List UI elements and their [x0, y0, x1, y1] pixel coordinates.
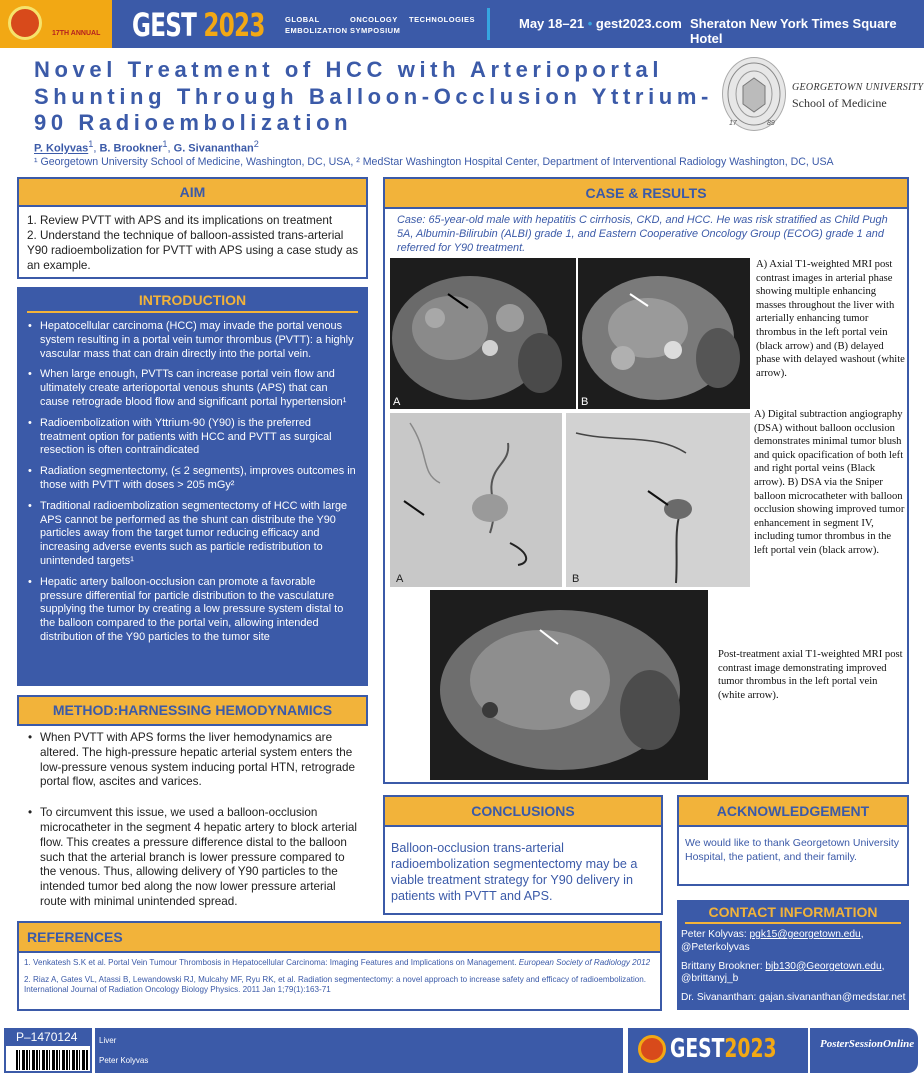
author-sup: 1	[162, 139, 168, 149]
author-name: G. Sivananthan	[173, 142, 254, 155]
contact-handle: , @brittanyj_b	[681, 960, 885, 985]
figure-caption: A) Digital subtraction angiography (DSA) without balloon occlusion demonstrates minimal tumor blush and quick opacification of both left and right portal veins (Black arrow). B) DSA via the Sniper balloon microcatheter with balloon occlusion showing improved tumor enhancement in segment IV, including tumor thrombus in the left portal vein (black arrow).	[754, 409, 905, 556]
dsa-balloon-scan	[566, 413, 750, 587]
method-heading: METHOD:HARNESSING HEMODYNAMICS	[17, 695, 368, 726]
reference-journal: European Society of Radiology 2012	[518, 958, 651, 967]
list-item: • When large enough, PVTTs can increase portal vein flow and ultimately create arterioportal venous shunts (APS) that can cause retrograde blood flow and significant portal hypertension¹	[40, 368, 359, 409]
poster-id: P–1470124	[4, 1028, 92, 1046]
figure-label: A	[393, 396, 401, 408]
author-list: P. Kolyvas$^1$, B. Brookner$^1$, G. Sivananthan$^2$	[34, 139, 259, 155]
list-item: • Radioembolization with Yttrium-90 (Y90) is the preferred treatment option for patients with HCC and PVTT as surgical resection is often contraindicated	[40, 417, 359, 458]
conclusions-heading: CONCLUSIONS	[383, 795, 663, 827]
introduction-list	[24, 320, 359, 652]
aim-body	[27, 213, 362, 273]
header-divider	[487, 8, 490, 40]
footer-gest-wordmark	[670, 1034, 777, 1064]
mri-arterial-image	[390, 258, 576, 409]
institution-school: School of Medicine	[792, 96, 887, 110]
contact-list	[681, 929, 907, 1011]
dsa-no-balloon-scan	[390, 413, 562, 587]
list-item: • Hepatic artery balloon-occlusion can promote a favorable pressure differential for particle distribution to the vasculature supplying the tumor by creating a low pressure system distal to the balloon compared to the portal vein, allowing intended distribution of the Y90 particles to the tumor site	[40, 576, 359, 645]
contact-name: Dr. Sivananthan: gajan.sivananthan@medstar.net	[681, 992, 906, 1004]
contact-handle: , @Peterkolyvas	[681, 929, 864, 953]
mri-delayed-scan	[578, 258, 750, 409]
globe-icon	[638, 1035, 666, 1063]
contact-heading: CONTACT INFORMATION	[708, 904, 878, 920]
list-item: • Radiation segmentectomy, (≤ 2 segments), improves outcomes in those with PVTT with doses > 205 mGy²	[40, 465, 359, 493]
email-link[interactable]: pgk15@georgetown.edu	[749, 929, 861, 940]
author-sup: 1	[88, 139, 94, 149]
introduction-rule	[27, 311, 358, 313]
list-item: • When PVTT with APS forms the liver hemodynamics are altered. The high-pressure hepatic arterial system enters the low-pressure venous system inducing portal HTN, retrograde portal flow, ascites and varices.	[40, 731, 364, 790]
list-item: • To circumvent this issue, we used a balloon-occlusion microcatheter in the segment 4 hepatic artery to block arterial flow. This creates a pressure difference distal to the balloon such that the arterial branch is lower pressure compared to the venous. Thus, allowing delivery of Y90 particles to the intended tumor bed along the now lower pressure arterial route with minimal unintended spread.	[40, 806, 364, 910]
anniversary-badge: 17TH ANNUAL	[52, 30, 101, 37]
author-name: B. Brookner	[99, 142, 163, 155]
reference-text: 2. Riaz A, Gates VL, Atassi B, Lewandowski RJ, Mulcahy MF, Ryu RK, et al. Radiation segmentectomy: a novel approach to increase safety and efficacy of radioembolization. International Journal of Radiation Oncology Biology Physics. 2011 Jan 1;79(1):163-71	[24, 975, 647, 994]
gest-wordmark	[132, 6, 265, 44]
aim-item: 2. Understand the technique of balloon-assisted trans-arterial Y90 radioembolization for PVTT with APS using a case study as an example.	[27, 229, 359, 272]
acknowledgement-body: We would like to thank Georgetown University Hospital, the patient, and their family.	[685, 837, 899, 863]
poster-title: Novel Treatment of HCC with Arterioportal Shunting Through Balloon-Occlusion Yttrium-90 Radioembolization	[34, 57, 713, 135]
references-list	[24, 958, 654, 1002]
mri-delayed-image	[578, 258, 750, 409]
mri-arterial-scan	[390, 258, 576, 409]
gest-year: 2023	[203, 6, 265, 44]
contact-entry	[681, 992, 907, 1005]
author-name: P. Kolyvas	[34, 142, 89, 155]
postersessiononline-logo[interactable]	[810, 1028, 918, 1073]
poster-author: Peter Kolyvas	[99, 1056, 149, 1065]
reference-item	[24, 958, 654, 968]
gest-anniversary-logo	[0, 0, 112, 48]
figure-label: B	[572, 573, 580, 585]
institution-name: GEORGETOWN UNIVERSITY	[792, 82, 924, 93]
footer-gest-logo	[628, 1028, 808, 1073]
list-item: • Traditional radioembolization segmentectomy of HCC with large APS cannot be performed as the shunt can distribute the Y90 particles away from the target tumor reducing efficacy and increasing adverse events such as particle redistribution to unintended targets¹	[40, 500, 359, 569]
reference-item	[24, 975, 654, 995]
affiliations: ¹ Georgetown University School of Medicine, Washington, DC, USA, ² MedStar Washington Hospital Center, Department of Interventional Radiology Washington, DC, USA	[34, 156, 834, 168]
track-technologies: TECHNOLOGIES	[409, 15, 476, 24]
mri-post-treatment-scan	[430, 590, 708, 780]
seal-year-right: 89	[767, 120, 775, 127]
figure-caption: A) Axial T1-weighted MRI post contrast images in arterial phase showing multiple enhancing masses throughout the liver with arterially enhancing tumor thrombus in the left portal vein (black arrow) and (B) delayed phase with delayed washout (white arrow).	[756, 259, 905, 379]
case-results-heading: CASE & RESULTS	[383, 177, 909, 209]
contact-name: Brittany Brookner:	[681, 960, 766, 972]
track-global: GLOBAL	[285, 15, 320, 24]
globe-icon	[8, 6, 42, 40]
figure-caption: Post-treatment axial T1-weighted MRI post contrast image demonstrating improved tumor thrombus in the left portal vein (white arrow).	[718, 649, 903, 701]
seal-year-left: 17	[729, 120, 737, 127]
footer-year: 2023	[724, 1034, 777, 1064]
reference-text: 1. Venkatesh S.K et al. Portal Vein Tumour Thrombosis in Hepatocellular Carcinoma: Imaging Features and Implications on Management.	[24, 958, 519, 967]
poster-category: Liver	[99, 1036, 117, 1045]
aim-item: 1. Review PVTT with APS and its implications on treatment	[27, 214, 333, 227]
contact-entry	[681, 929, 907, 955]
event-venue: Sheraton New York Times Square Hotel	[690, 16, 897, 46]
contact-entry	[681, 961, 907, 987]
event-dates	[519, 16, 682, 31]
list-item: • Hepatocellular carcinoma (HCC) may invade the portal venous system resulting in a portal vein tumor thrombus (PVTT): a highly vascular mass that can drain directly into the portal vein.	[40, 320, 359, 361]
conclusions-body: Balloon-occlusion trans-arterial radioembolization segmentectomy may be a viable treatment strategy for Y90 delivery in patients with PVTT and APS.	[391, 841, 638, 903]
contact-name: Peter Kolyvas:	[681, 929, 750, 940]
footer-brand: GEST	[670, 1034, 725, 1064]
event-website[interactable]: gest2023.com	[595, 16, 682, 31]
aim-heading: AIM	[17, 177, 368, 207]
gest-brand: GEST	[132, 6, 197, 44]
contact-rule	[685, 922, 901, 924]
dsa-balloon-image	[566, 413, 750, 587]
barcode-icon	[16, 1050, 88, 1070]
email-link[interactable]: bjb130@Georgetown.edu	[765, 960, 882, 972]
track-symposium: SYMPOSIUM	[350, 26, 401, 35]
dsa-no-balloon-image	[390, 413, 562, 587]
introduction-heading: INTRODUCTION	[138, 292, 247, 308]
event-date-range: May 18–21	[519, 16, 585, 31]
figure-label: B	[581, 396, 589, 408]
references-heading: REFERENCES	[17, 921, 662, 953]
georgetown-seal	[722, 57, 786, 131]
acknowledgement-heading: ACKNOWLEDGEMENT	[677, 795, 909, 827]
platform-name: PosterSessionOnline	[820, 1038, 915, 1050]
track-oncology: ONCOLOGY	[350, 15, 398, 24]
case-summary: Case: 65-year-old male with hepatitis C cirrhosis, CKD, and HCC. He was risk stratified as Child Pugh 5A, Albumin-Bilirubin (ALBI) grade 1, and Eastern Cooperative Oncology Group (ECOG) grade 1 and referred for Y90 treatment.	[397, 214, 888, 254]
mri-post-treatment-image	[430, 590, 708, 780]
method-list	[24, 731, 364, 926]
footer-info-bar	[95, 1028, 623, 1073]
author-sup: 2	[253, 139, 259, 149]
figure-label: A	[396, 573, 404, 585]
track-embolization: EMBOLIZATION	[285, 26, 348, 35]
separator-dot: •	[587, 16, 593, 31]
